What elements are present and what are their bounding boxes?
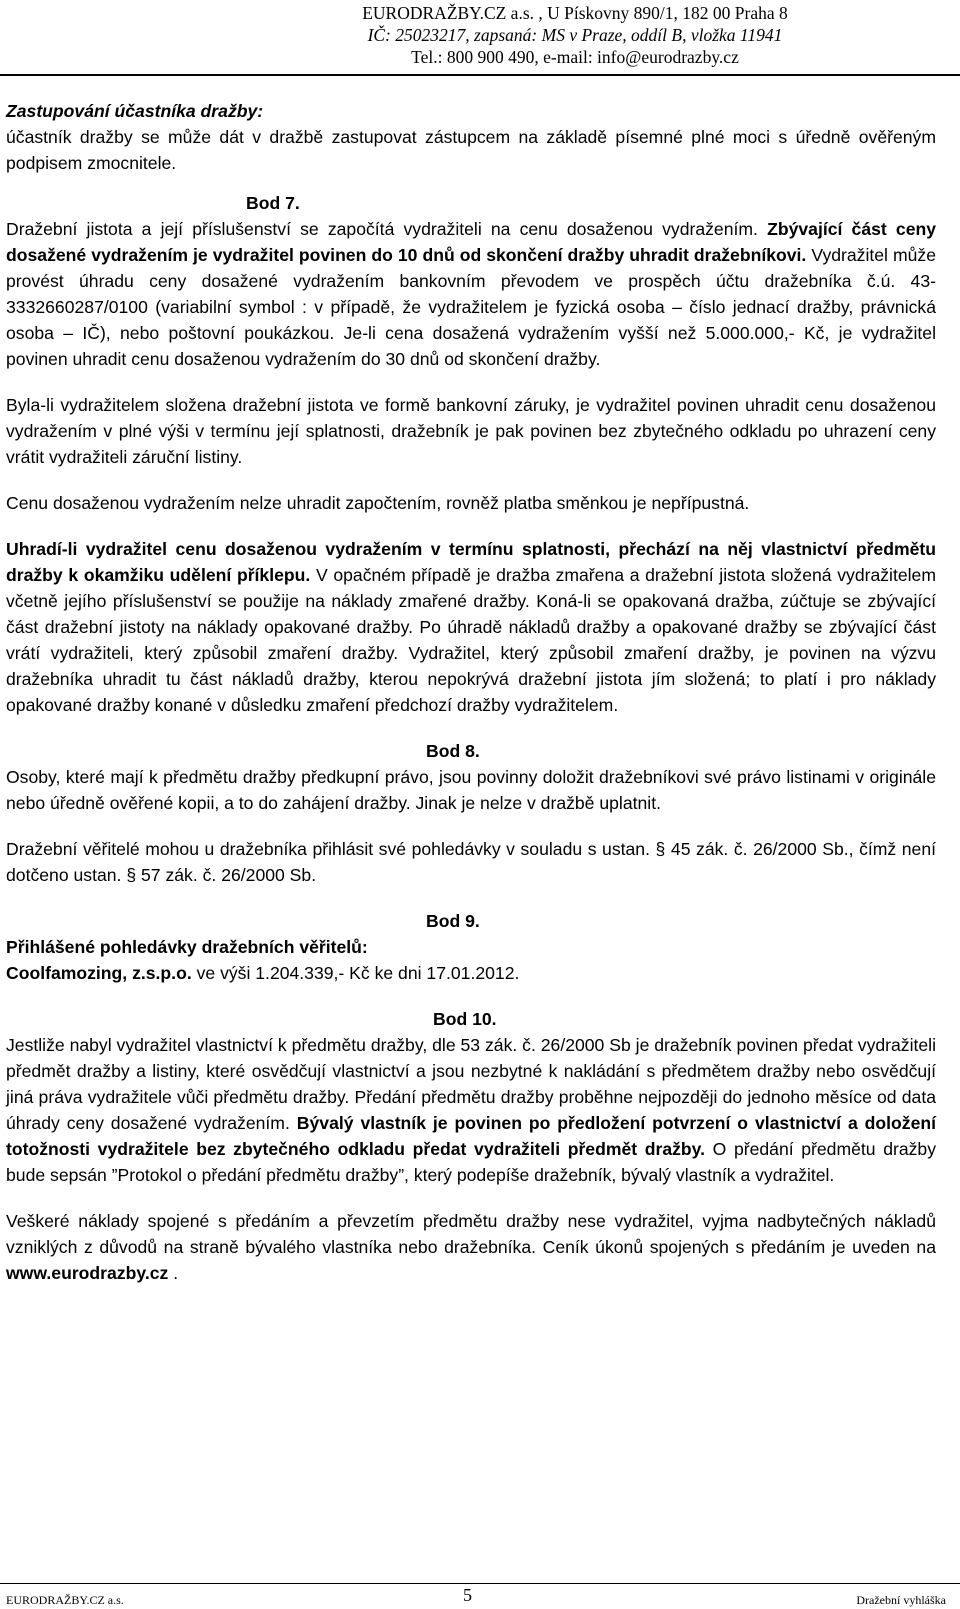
- bod10-paragraph-1: [6, 1032, 936, 1188]
- section-sign: §: [655, 839, 666, 859]
- header-contact: Tel.: 800 900 490, e-mail: info@eurodrazby.cz: [411, 47, 739, 67]
- header-divider: [0, 74, 960, 76]
- bod10-p1-protocol: O předání předmětu dražby bude sepsán ”Protokol o předání předmětu dražby”, který podepíše dražebník, bývalý vlastník a vydražitel.: [6, 1139, 937, 1185]
- bod7-p1-bold: Zbývající část ceny dosažené vydražením je vydražitel povinen do 10 dnů od skončení dražby uhradit dražebníkovi.: [6, 219, 937, 265]
- bod7-paragraph-2: Byla-li vydražitelem složena dražební jistota ve formě bankovní záruky, je vydražitel povinen uhradit cenu dosaženou vydražením v plné výši v termínu její splatnosti, dražebník je pak povinen bez zbytečného odkladu po uhrazení ceny vrátit vydražiteli záruční listiny.: [6, 395, 936, 467]
- header-registration: IČ: 25023217, zapsaná: MS v Praze, oddíl B, vložka 11941: [367, 25, 783, 45]
- bod7-p4-bold: Uhradí-li vydražitel cenu dosaženou vydražením v termínu splatnosti, přechází na něj vlastnictví předmětu dražby k okamžiku udělení příklepu.: [6, 539, 936, 585]
- bod9-creditor: Coolfamozing, z.s.p.o.: [6, 963, 192, 983]
- bod10-p1-bold: Bývalý vlastník je povinen po předložení potvrzení o vlastnictví a doložení totožnosti vydražitele bez zbytečného odkladu předat vydražiteli předmět dražby.: [6, 1113, 937, 1159]
- bod7-p1-payment: Vydražitel může provést úhradu ceny dosažené vydražením bankovním převodem ve prospěch účtu dražebníka č.ú. 43-3332660287/0100 (variabilní symbol : v případě, že vydražitelem je fyzická osoba – číslo jednací dražby, právnická osoba – IČ), nebo poštovní poukázkou. Je-li cena dosažená vydražením vyšší než 5.000.000,- Kč, je vydražitel povinen uhradit cenu dosaženou vydražením do 30 dnů od skončení dražby.: [6, 245, 936, 369]
- bod9-title: Bod 9.: [426, 911, 480, 931]
- website-link[interactable]: www.eurodrazby.cz: [6, 1263, 169, 1283]
- footer-document-title: Dražební vyhláška: [856, 1593, 946, 1607]
- bod7-title: Bod 7.: [246, 193, 300, 213]
- page-footer: [0, 1575, 960, 1605]
- bod8-p2-text-a: Dražební věřitelé mohou u dražebníka přihlásit své pohledávky v souladu s ustan.: [6, 839, 650, 859]
- company-header: [195, 2, 955, 68]
- bod7-paragraph-1: [6, 216, 936, 372]
- bod7-paragraph-3: Cenu dosaženou vydražením nelze uhradit započtením, rovněž platba směnkou je nepřípustná.: [6, 493, 750, 513]
- bod8-paragraph-2: [6, 836, 936, 888]
- bod8-p2-text-c: 57 zák. č. 26/2000 Sb.: [141, 865, 317, 885]
- bod7-paragraph-4: [6, 536, 936, 718]
- bod10-p2-end: .: [173, 1263, 179, 1283]
- bod8-p2-text-b: 45 zák. č. 26/2000 Sb., čímž není dotčeno ustan.: [6, 839, 937, 885]
- bod7-p1-text: Dražební jistota a její příslušenství se započítá vydražiteli na cenu dosaženou vydražením.: [6, 219, 758, 239]
- bod9-claims: [6, 934, 936, 986]
- bod8-paragraph-1: Osoby, které mají k předmětu dražby předkupní právo, jsou povinny doložit dražebníkovi své právo listinami v originále nebo úředně ověřené kopii, a to do zahájení dražby. Jinak je nelze v dražbě uplatnit.: [6, 767, 936, 813]
- bod9-subtitle: Přihlášené pohledávky dražebních věřitelů:: [6, 937, 368, 957]
- bod7-p4-text: V opačném případě je dražba zmařena a dražební jistota složená vydražitelem včetně jejího příslušenství se použije na náklady zmařené dražby. Koná-li se opakovaná dražba, zúčtuje se zbývající část dražební jistoty na náklady opakované dražby. Po úhradě nákladů dražby a opakované dražby se zbývající část vrátí vydražiteli, který způsobil zmaření dražby. Vydražitel, který způsobil zmaření dražby, je povinen na výzvu dražebníka uhradit tu část nákladů dražby, kterou nepokrývá dražební jistota jím složená; to platí i pro náklady opakované dražby konané v důsledku zmaření předchozí dražby vydražitelem.: [6, 565, 936, 715]
- page-number: 5: [463, 1585, 472, 1605]
- header-address: EURODRAŽBY.CZ a.s. , U Pískovny 890/1, 182 00 Praha 8: [362, 3, 788, 23]
- bod9-amount: ve výši 1.204.339,- Kč ke dni 17.01.2012.: [196, 963, 520, 983]
- bod8-title: Bod 8.: [426, 741, 480, 761]
- zastupovani-title: Zastupování účastníka dražby:: [6, 101, 264, 121]
- bod10-p1-text: Jestliže nabyl vydražitel vlastnictví k předmětu dražby, dle 53 zák. č. 26/2000 Sb je dražebník povinen předat vydražiteli předmět dražby a listiny, které osvědčují vlastnictví a jsou nezbytné k nakládání s předmětem dražby nebo osvědčují jiná práva vydražitele vůči předmětu dražby. Předání předmětu dražby proběhne nejpozději do jednoho měsíce od data úhrady ceny dosažené vydražením.: [6, 1035, 936, 1133]
- zastupovani-text: účastník dražby se může dát v dražbě zastupovat zástupcem na základě písemné plné moci s úředně ověřeným podpisem zmocnitele.: [6, 127, 936, 173]
- section-zastupovani: [6, 98, 936, 176]
- bod10-title: Bod 10.: [433, 1009, 497, 1029]
- document-body: [6, 98, 936, 1286]
- bod10-paragraph-2: [6, 1208, 936, 1286]
- footer-company: EURODRAŽBY.CZ a.s.: [6, 1593, 124, 1607]
- section-sign: §: [126, 865, 137, 885]
- bod10-p2-text: Veškeré náklady spojené s předáním a převzetím předmětu dražby nese vydražitel, vyjma nadbytečných nákladů vzniklých z důvodů na straně bývalého vlastníka nebo dražebníka. Ceník úkonů spojených s předáním je uveden na: [6, 1211, 936, 1257]
